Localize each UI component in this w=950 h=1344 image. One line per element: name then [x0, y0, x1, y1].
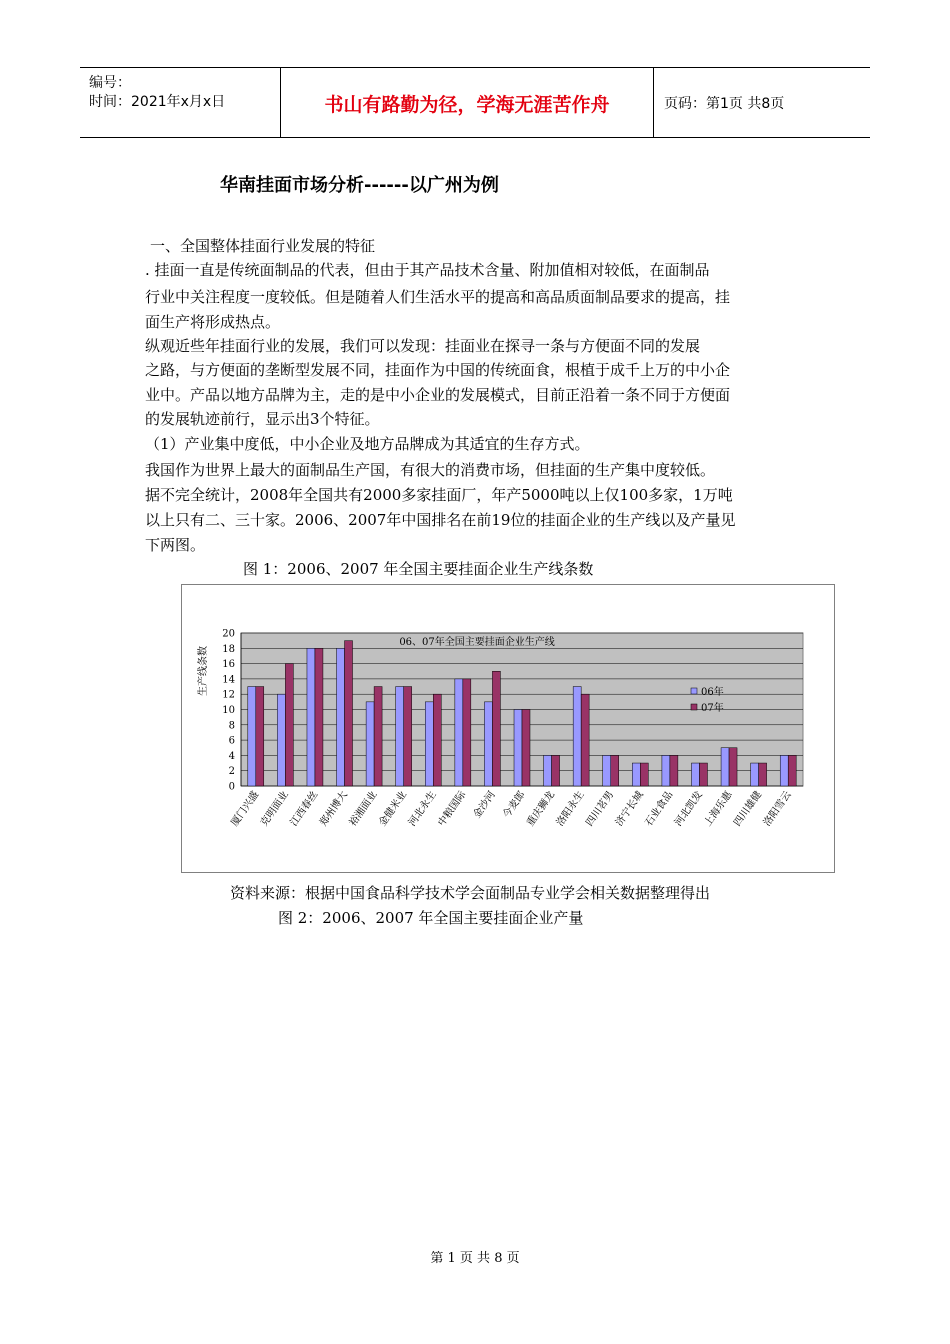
header-meta-cell [80, 68, 281, 137]
bar-07 [729, 748, 737, 786]
bar-06 [484, 702, 492, 786]
x-tick-label: 金健米业 [377, 789, 410, 829]
bar-07 [759, 763, 767, 786]
x-tick-label: 济宁长城 [613, 789, 646, 829]
body-line: 据不完全统计，2008年全国共有2000多家挂面厂，年产5000吨以上仅100多家，1万吨 [145, 486, 733, 504]
y-tick-label: 18 [222, 643, 235, 655]
y-tick-label: 4 [228, 750, 235, 762]
y-tick-label: 12 [222, 689, 235, 701]
y-tick-label: 0 [228, 781, 235, 793]
bar-07 [640, 763, 648, 786]
header-page-cell [654, 68, 870, 137]
y-tick-label: 10 [222, 705, 235, 716]
bar-07 [522, 710, 530, 787]
legend-swatch [691, 688, 697, 694]
document-title: 华南挂面市场分析------以广州为例 [220, 175, 499, 196]
bar-06 [277, 694, 285, 786]
body-line: 面生产将形成热点。 [145, 313, 281, 331]
bar-06 [396, 687, 404, 786]
x-tick-label: 洛阳永生 [554, 789, 587, 829]
bar-07 [699, 763, 707, 786]
bar-07 [285, 664, 293, 786]
legend-label: 06年 [701, 687, 724, 698]
bar-06 [455, 679, 463, 786]
y-tick-label: 2 [228, 766, 235, 778]
bar-06 [662, 755, 670, 786]
bar-06 [337, 648, 345, 786]
x-tick-label: 郑州博大 [318, 789, 350, 829]
header-motto-cell [281, 68, 654, 137]
x-tick-label: 重庆狮龙 [525, 789, 558, 829]
bar-07 [315, 648, 323, 786]
chart-title: 06、07年全国主要挂面企业生产线 [399, 637, 555, 648]
x-tick-label: 克明面业 [258, 789, 291, 829]
bar-06 [425, 702, 433, 786]
bar-07 [611, 755, 619, 786]
source-note: 资料来源：根据中国食品科学技术学会面制品专业学会相关数据整理得出 [230, 884, 711, 902]
bar-06 [603, 755, 611, 786]
body-line: 的发展轨迹前行，显示出3个特征。 [145, 410, 380, 428]
x-tick-label: 厦门兴盛 [229, 789, 262, 829]
body-line: 业中。产品以地方品牌为主，走的是中小企业的发展模式，目前正沿着一条不同于方便面 [145, 386, 731, 404]
bar-06 [366, 702, 374, 786]
body-line: . 挂面一直是传统面制品的代表，但由于其产品技术含量、附加值相对较低，在面制品 [145, 261, 710, 279]
bar-06 [751, 763, 759, 786]
chart-svg [182, 585, 834, 872]
bar-07 [552, 755, 560, 786]
bar-06 [573, 687, 581, 786]
bar-07 [404, 687, 412, 786]
bar-06 [780, 755, 788, 786]
section-heading: 一、全国整体挂面行业发展的特征 [150, 237, 376, 255]
time-label: 时间：2021年x月x日 [89, 94, 226, 110]
bar-06 [248, 687, 256, 786]
bar-07 [670, 755, 678, 786]
production-lines-chart [181, 584, 835, 873]
y-tick-label: 8 [228, 720, 235, 732]
x-tick-label: 裕湘面业 [347, 789, 380, 829]
x-tick-label: 金沙河 [471, 789, 498, 821]
legend-swatch [691, 704, 697, 710]
bar-06 [544, 755, 552, 786]
x-tick-label: 中粮国际 [436, 789, 469, 829]
x-tick-label: 四川雄健 [732, 789, 765, 829]
x-tick-label: 洛阳雪云 [761, 789, 794, 829]
bar-06 [721, 748, 729, 786]
bar-07 [345, 641, 353, 786]
figure-1-caption: 图 1：2006、2007 年全国主要挂面企业生产线条数 [243, 560, 594, 578]
bar-07 [256, 687, 264, 786]
bar-07 [433, 694, 441, 786]
subsection-heading: （1）产业集中度低，中小企业及地方品牌成为其适宜的生存方式。 [145, 435, 590, 453]
body-line: 下两图。 [145, 536, 206, 554]
y-tick-label: 6 [228, 735, 235, 747]
body-line: 行业中关注程度一度较低。但是随着人们生活水平的提高和高品质面制品要求的提高，挂 [145, 288, 731, 306]
body-line: 以上只有二、三十家。2006、2007年中国排名在前19位的挂面企业的生产线以及产量见 [145, 511, 736, 529]
figure-2-caption: 图 2：2006、2007 年全国主要挂面企业产量 [278, 909, 584, 927]
bar-07 [492, 671, 500, 786]
x-tick-label: 河北凯发 [672, 789, 705, 829]
x-tick-label: 上海乐惠 [702, 789, 735, 829]
bar-06 [514, 710, 522, 787]
body-line: 纵观近些年挂面行业的发展，我们可以发现：挂面业在探寻一条与方便面不同的发展 [145, 337, 701, 355]
bar-06 [307, 648, 315, 786]
x-tick-label: 江西春丝 [288, 789, 321, 829]
bar-06 [691, 763, 699, 786]
bar-07 [374, 687, 382, 786]
bar-06 [632, 763, 640, 786]
page-info: 页码：第1页 共8页 [664, 96, 785, 112]
y-tick-label: 16 [222, 659, 235, 671]
number-label: 编号： [89, 75, 131, 91]
body-line: 之路，与方便面的垄断型发展不同，挂面作为中国的传统面食，根植于成千上万的中小企 [145, 361, 731, 379]
document-header [80, 67, 870, 138]
page-footer: 第 1 页 共 8 页 [430, 1251, 520, 1266]
bar-07 [581, 694, 589, 786]
legend-label: 07年 [701, 703, 724, 714]
motto-text: 书山有路勤为径，学海无涯苦作舟 [324, 94, 610, 116]
x-tick-label: 河北永生 [406, 789, 439, 829]
x-tick-label: 四川茗男 [584, 789, 617, 829]
y-tick-label: 20 [222, 628, 235, 640]
bar-07 [463, 679, 471, 786]
x-tick-label: 今麦郎 [501, 789, 528, 821]
bar-07 [788, 755, 796, 786]
y-tick-label: 14 [222, 674, 235, 686]
x-tick-label: 石业食品 [643, 789, 676, 829]
body-line: 我国作为世界上最大的面制品生产国，有很大的消费市场，但挂面的生产集中度较低。 [145, 461, 716, 479]
y-axis-label: 生产线条数 [198, 646, 209, 696]
